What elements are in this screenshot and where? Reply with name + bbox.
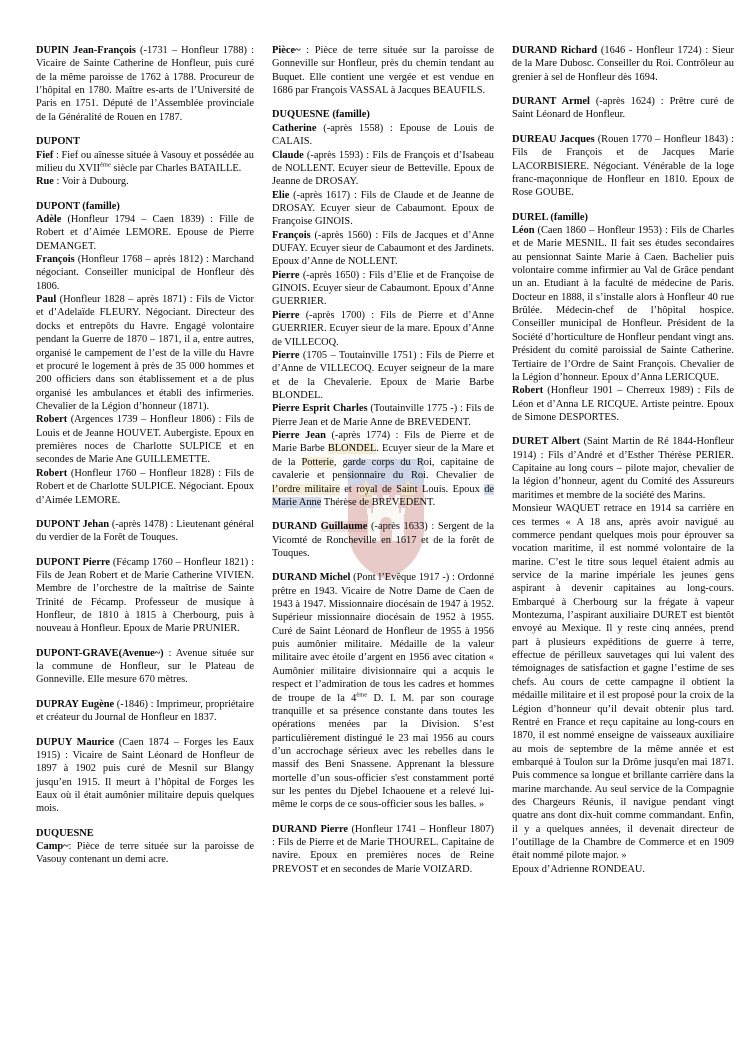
entry-dupin-jean-francois xyxy=(36,44,254,124)
column-middle xyxy=(272,44,494,1014)
member-duquesne-pierre-1705 xyxy=(272,349,494,402)
entry-duquesne-piece xyxy=(272,44,494,97)
member-text: (Honfleur 1760 – Honfleur 1828) : Fils de Robert et de Charlotte SULPICE. Négociant. Epoux d’Aimée LEMORE. xyxy=(36,467,254,506)
entry-dupont-rue xyxy=(36,175,254,188)
member-durel-robert xyxy=(512,384,734,424)
member-name: Paul xyxy=(36,294,57,306)
entry-headword: DURANT Armel xyxy=(512,96,590,108)
entry-headword: DURAND Richard xyxy=(512,45,598,56)
entry-dupont-famille-head xyxy=(36,200,254,213)
entry-durand-richard xyxy=(512,44,734,84)
member-text: (Argences 1739 – Honfleur 1806) : Fils de Louis et de Jeanne HOUVET. Aubergiste. Epoux en premières noces de Charlotte SULPICE et en secondes de Marie Ane GUILLEMETTE. xyxy=(36,414,254,466)
member-duquesne-elie xyxy=(272,189,494,229)
entry-text-cont: D. I. M. par son courage tranquille et sa présence constante dans toutes les opérations menées par la Division. S’est particulièrement distingué le 23 mai 1956 au cours d’un accrochage sérieux avec les rebelles dans le massif des Beni Snassene. Apprenant la blessure mortelle d’un sous-officier s'est constamment porté sur les pentes du Djebel Ichaouene et a relevé lui-même le corps de ce sous-officier sous les balles. » xyxy=(272,692,494,811)
watermark-tinted-run: l’ordre militaire xyxy=(272,483,340,495)
member-name: Elie xyxy=(272,189,290,201)
member-name: Pierre xyxy=(272,309,300,321)
subentry-text: : Pièce de terre située sur la paroisse de Vasouy contenant un demi acre. xyxy=(36,841,254,866)
member-dupont-paul xyxy=(36,293,254,413)
member-name: Robert xyxy=(36,414,68,426)
entry-durand-pierre xyxy=(272,823,494,876)
member-name: Robert xyxy=(512,385,544,397)
member-name: Pierre Jean xyxy=(272,430,326,442)
entry-headword: DUQUESNE (famille) xyxy=(272,109,370,121)
entry-headword: DUPUY Maurice xyxy=(36,736,115,748)
entry-dupont-pierre xyxy=(36,556,254,636)
entry-headword: DURAND Guillaume xyxy=(272,521,368,533)
entry-text: : Avenue située sur la commune de Honfleur, sur le Plateau de Gonneville. Elle mesure 670 mètres. xyxy=(36,647,254,686)
member-duquesne-pierre-1700 xyxy=(272,309,494,349)
member-duquesne-francois xyxy=(272,229,494,269)
entry-headword-qualifier: (Avenue~) xyxy=(118,647,164,659)
column-left xyxy=(36,44,254,1014)
ordinal-suffix: ème xyxy=(356,691,368,699)
member-name: François xyxy=(272,229,311,241)
ordinal-suffix: ème xyxy=(100,161,111,169)
member-dupont-francois xyxy=(36,253,254,293)
entry-durel-famille-head xyxy=(512,211,734,224)
entry-text: (Rouen 1770 – Honfleur 1843) : Fils de François et de Jacques Marie LACORBISIERE. Négociant. Vénérable de la loge franc-maçonnique de Honfleur en 1810. Epoux de Rose GOUBE. xyxy=(512,133,734,199)
entry-text: (-1731 – Honfleur 1788) : Vicaire de Sainte Catherine de Honfleur, puis curé de la même paroisse de 1762 à 1788. Procureur de l’hôpital en 1780. Maître es-arts de l’Université de Paris en 1751. Député de l’Assemblée provinciale de la Généralité de Rouen en 1787. xyxy=(36,45,254,123)
entry-headword: DUREL (famille) xyxy=(512,211,588,223)
member-duquesne-claude xyxy=(272,149,494,189)
member-text: (-après 1558) : Epouse de Louis de CALAIS. xyxy=(272,122,494,148)
entry-duquesne-lieux-head xyxy=(36,827,254,840)
member-duquesne-pierre-jean xyxy=(272,429,494,509)
entry-dupont-fief xyxy=(36,149,254,176)
member-text: (1705 – Toutainville 1751) : Fils de Pierre et d’Anne de VILLECOQ. Ecuyer seigneur de la mare et de la Chevalerie. Epoux de Marie Barbe BLONDEL. xyxy=(272,349,494,401)
subentry-text: : Pièce de terre située sur la paroisse de Gonneville sur Honfleur, près du chemin tendant au Buquet. Elle contient une vergée et est vendue en 1686 par François VASSAL à Jacques BEAUFILS. xyxy=(272,45,494,97)
entry-dupuy-maurice xyxy=(36,736,254,816)
member-text: (Honfleur 1828 – après 1871) : Fils de Victor et d’Adelaïde FLEURY. Négociant. Directeur des docks et entrepôts du Havre. Engagé volontaire pendant la Guerre de 1870 – 1871, il a, entre autres, organisé le campement de l’est de la ville du Havre et procuré le logement à près de 35 000 hommes et 200 officiers dans son établissement et a de plus organisé les ambulances et établi des infirmeries. Chevalier de la Légion d’honneur (1871). xyxy=(36,294,254,412)
member-duquesne-pierre-1650 xyxy=(272,269,494,309)
entry-durant-armel xyxy=(512,95,734,122)
entry-text: (-1846) : Imprimeur, propriétaire et créateur du Journal de Honfleur en 1837. xyxy=(36,698,254,724)
member-text: (-après 1650) : Fils d’Elie et de Françoise de GINOIS. Ecuyer sieur de Cabaumont. Epoux d’Anne GUERRIER. xyxy=(272,269,494,308)
member-name: Adèle xyxy=(36,213,62,225)
member-text: (-après 1700) : Fils de Pierre et d’Anne GUERRIER. Ecuyer sieur de la mare. Epoux d’Anne de VILLECOQ. xyxy=(272,309,494,348)
subentry-text: : Voir à Dubourg. xyxy=(53,176,129,188)
entry-text: (1646 - Honfleur 1724) : Sieur de la Mare Dubosc. Conseiller du Roi. Contrôleur au grenier à sel de Honfleur dès 1694. xyxy=(512,45,734,83)
subentry-name: Camp~ xyxy=(36,841,69,853)
entry-dureau-jacques xyxy=(512,133,734,200)
entry-text: (Pont l’Evêque 1917 -) : Ordonné prêtre en 1943. Vicaire de Notre Dame de Caen de 1943 à 1947. Missionnaire diocésain de 1947 à 1952. Supérieur missionnaire diocésain de 1952 à 1955. Curé de Saint Léonard de Honfleur de 1955 à 1956 puis aumônier militaire. Médaille de la valeur militaire avec étoile d’argent en 1956 avec citation « Aumônier militaire divisionnaire qui a acquis le respect et l’admiration de tous les cadres et hommes de troupe de la 4 xyxy=(272,572,494,704)
entry-duret-albert-para2: Monsieur WAQUET retrace en 1914 sa carrière en ces termes « A 18 ans, après avoir navigué au commerce pendant quelques mois pour éprouver sa vocation maritime, il est nommé volontaire de la marine. C’est le titre sous lequel étaient admis au service de la marine impériale les jeunes gens aspirant à devenir capitaines au long-cours. Embarqué à Cherbourg sur la frégate à vapeur Montezuma, l’aspirant auxiliaire DURET est bientôt envoyé au Mexique. Il y reste cinq années, prend part à plusieurs expéditions de guerre à terre, effectue de périlleux sauvetages qui lui valent des témoignages de satisfaction et gagne l’estime de ses chefs. Au cours de cette campagne il obtient la médaille militaire et il est proposé pour la croix de la Légion d’honneur qu’il devait obtenir plus tard. Rentré en France et reçu capitaine au long-cours en 1870, il est nommé enseigne de vaisseaux auxiliaire au mois de septembre de la même année et est embarqué à Toulon sur la Drôme jusqu'en mai 1871. Puis commence sa longue et brillante carrière dans la marine marchande. Au seul service de la Compagnie des Chargeurs Réunis, il navigue pendant vingt quatre ans dont dix-huit comme commandant. Enfin, il y a quelques années, il devenait directeur de l’outillage de la Chambre de Commerce et en 1909 était nommé pilote major. » xyxy=(512,503,734,862)
member-name: Pierre Esprit Charles xyxy=(272,403,368,415)
entry-headword: DUPONT-GRAVE xyxy=(36,647,119,659)
member-text: (Honfleur 1768 – après 1812) : Marchand négociant. Conseiller municipal de Honfleur dès 1806. xyxy=(36,254,254,292)
entry-durand-guillaume xyxy=(272,520,494,560)
member-text: (Honfleur 1794 – Caen 1839) : Fille de Robert et d’Aimée LEMORE. Epouse de Pierre DEMANGET. xyxy=(36,213,254,252)
member-durel-leon xyxy=(512,224,734,384)
subentry-name: Fief xyxy=(36,149,54,161)
column-right xyxy=(512,44,734,1014)
member-text: (Honfleur 1901 – Cherreux 1989) : Fils de Léon et d’Anna LE RICQUE. Artiste peintre. Epoux de Simone DESPORTES. xyxy=(512,385,734,423)
member-dupont-adele xyxy=(36,213,254,253)
subentry-text: : Fief ou aînesse située à Vasouy et possédée au milieu du XVII xyxy=(36,149,254,174)
entry-headword: DUPONT (famille) xyxy=(36,200,120,212)
entry-headword: DUPRAY Eugène xyxy=(36,698,115,710)
member-name: Pierre xyxy=(272,349,300,361)
entry-text: (Honfleur 1741 – Honfleur 1807) : Fils de Pierre et de Marie THOUREL. Capitaine de navire. Epoux en premières noces de Reine PREVOST et en secondes de Marie VOIZARD. xyxy=(272,823,494,875)
entry-text: (-après 1624) : Prêtre curé de Saint Léonard de Honfleur. xyxy=(512,96,734,121)
entry-text: (-après 1633) : Sergent de la Vicomté de Roncheville en 1617 et de la forêt de Touques. xyxy=(272,521,494,559)
entry-dupont-lieux-head xyxy=(36,135,254,148)
member-name: Léon xyxy=(512,224,535,236)
entry-text: (Saint Martin de Ré 1844-Honfleur 1914) : Fils d’André et d’Esther Thérèse PERIER. Capitaine au long cours – pilote major, chevalier de la légion d’honneur, agent du Comité des Assureurs maritimes et membre de la société des Marins. xyxy=(512,436,734,501)
member-duquesne-catherine xyxy=(272,122,494,149)
member-text: (-après 1560) : Fils de Jacques et d’Anne DUFAY. Ecuyer sieur de Cabaumont et des Jardinets. Epoux d’Anne de NOLLENT. xyxy=(272,229,494,268)
subentry-name: Rue xyxy=(36,176,54,188)
entry-duret-albert-para3: Epoux d’Adrienne RONDEAU. xyxy=(512,863,646,875)
entry-headword: DURAND Pierre xyxy=(272,823,348,835)
member-name: François xyxy=(36,254,75,266)
entry-duret-albert xyxy=(512,435,734,502)
entry-durand-michel xyxy=(272,571,494,811)
entry-headword: DUPONT Pierre xyxy=(36,556,111,568)
member-text: (-après 1617) : Fils de Claude et de Jeanne de DROSAY. Ecuyer sieur de Cabaumont. Epoux de Françoise GINOIS. xyxy=(272,189,494,228)
member-duquesne-pierre-esprit-charles xyxy=(272,402,494,429)
watermark-tinted-run: Guillaume xyxy=(320,521,368,533)
entry-headword: DUPIN Jean-François xyxy=(36,45,136,56)
member-name: Pierre xyxy=(272,269,300,281)
watermark-tinted-run: de Marie Anne xyxy=(272,483,494,508)
entry-dupont-grave xyxy=(36,647,254,687)
entry-headword: DURAND Michel xyxy=(272,572,351,584)
watermark-tinted-run: Potterie xyxy=(301,456,334,468)
member-text: (Toutainville 1775 -) : Fils de Pierre Jean et de Marie Anne de BREVEDENT. xyxy=(272,403,494,428)
member-name: Robert xyxy=(36,467,68,479)
entry-headword: DUPONT xyxy=(36,136,80,148)
member-dupont-robert-1 xyxy=(36,413,254,466)
entry-headword: DUQUESNE xyxy=(36,827,94,839)
entry-headword: DURET Albert xyxy=(512,436,581,448)
member-dupont-robert-2 xyxy=(36,467,254,507)
entry-duquesne-famille-head xyxy=(272,108,494,121)
member-name: Claude xyxy=(272,149,304,161)
entry-dupray-eugene xyxy=(36,698,254,725)
member-name: Catherine xyxy=(272,122,317,134)
member-text: (-après 1593) : Fils de François et d’Isabeau de NOLLENT. Ecuyer sieur de Betteville. Epoux de Jeanne de DROSAY. xyxy=(272,149,494,188)
entry-headword: DUPONT Jehan xyxy=(36,518,110,530)
entry-text: (-après 1478) : Lieutenant général du verdier de la Forêt de Touques. xyxy=(36,518,254,544)
watermark-tinted-run: BLONDEL xyxy=(327,443,377,455)
member-text: (-après 1774) : Fils de Pierre et de Marie Barbe BLONDEL. Ecuyer sieur de la Mare et de la Potterie, garde corps du Roi, capitaine de cavalerie et pensionnaire du Roi. Chevalier de l’ordre militaire et royal de Saint Louis. Epoux de Marie Anne Thérèse de BREVEDENT. xyxy=(272,430,494,508)
entry-duquesne-camp xyxy=(36,840,254,867)
entry-dupont-jehan xyxy=(36,518,254,545)
entry-headword: DUREAU Jacques xyxy=(512,133,595,145)
entry-text: (Fécamp 1760 – Honfleur 1821) : Fils de Jean Robert et de Marie Catherine VIVIEN. Membre de l’orchestre de la maîtrise de Sainte Trinité de Fécamp. Professeur de musique à Honfleur, de 1810 à 1815 à Cherbourg, puis à nouveau à Honfleur. Epoux de Marie PRUNIER. xyxy=(36,556,254,635)
member-text: (Caen 1860 – Honfleur 1953) : Fils de Charles et de Marie MESNIL. Il fait ses études secondaires au pensionnat Sainte Marie à Caen. Bachelier puis volontaire comme infirmier au Val de Grâce pendant un an. Etudiant à la faculté de médecine de Paris. Docteur en 1888, il s’installe alors à Honfleur 40 rue Brûlée. Médecin-chef de l’hôpital hospice. Conseiller municipal de Honfleur. Président de la Société d’horticulture de Honfleur pendant vingt ans. Président du comité paroissial de Sainte Catherine. Tertiaire de l’Ordre de Saint François. Chevalier de la Légion d’honneur. Epoux d’Anna LERICQUE. xyxy=(512,224,734,383)
subentry-text-tail: siècle par Charles BATAILLE. xyxy=(110,162,242,174)
entry-text: (Caen 1874 – Forges les Eaux 1915) : Vicaire de Saint Léonard de Honfleur de 1897 à 1902 puis curé de Mesnil sur Blangy jusqu’en 1915. Il meurt à l’hôpital de Forges les Eaux où il était aumônier militaire depuis quelques mois. xyxy=(36,736,254,815)
subentry-name: Pièce~ xyxy=(272,45,301,56)
